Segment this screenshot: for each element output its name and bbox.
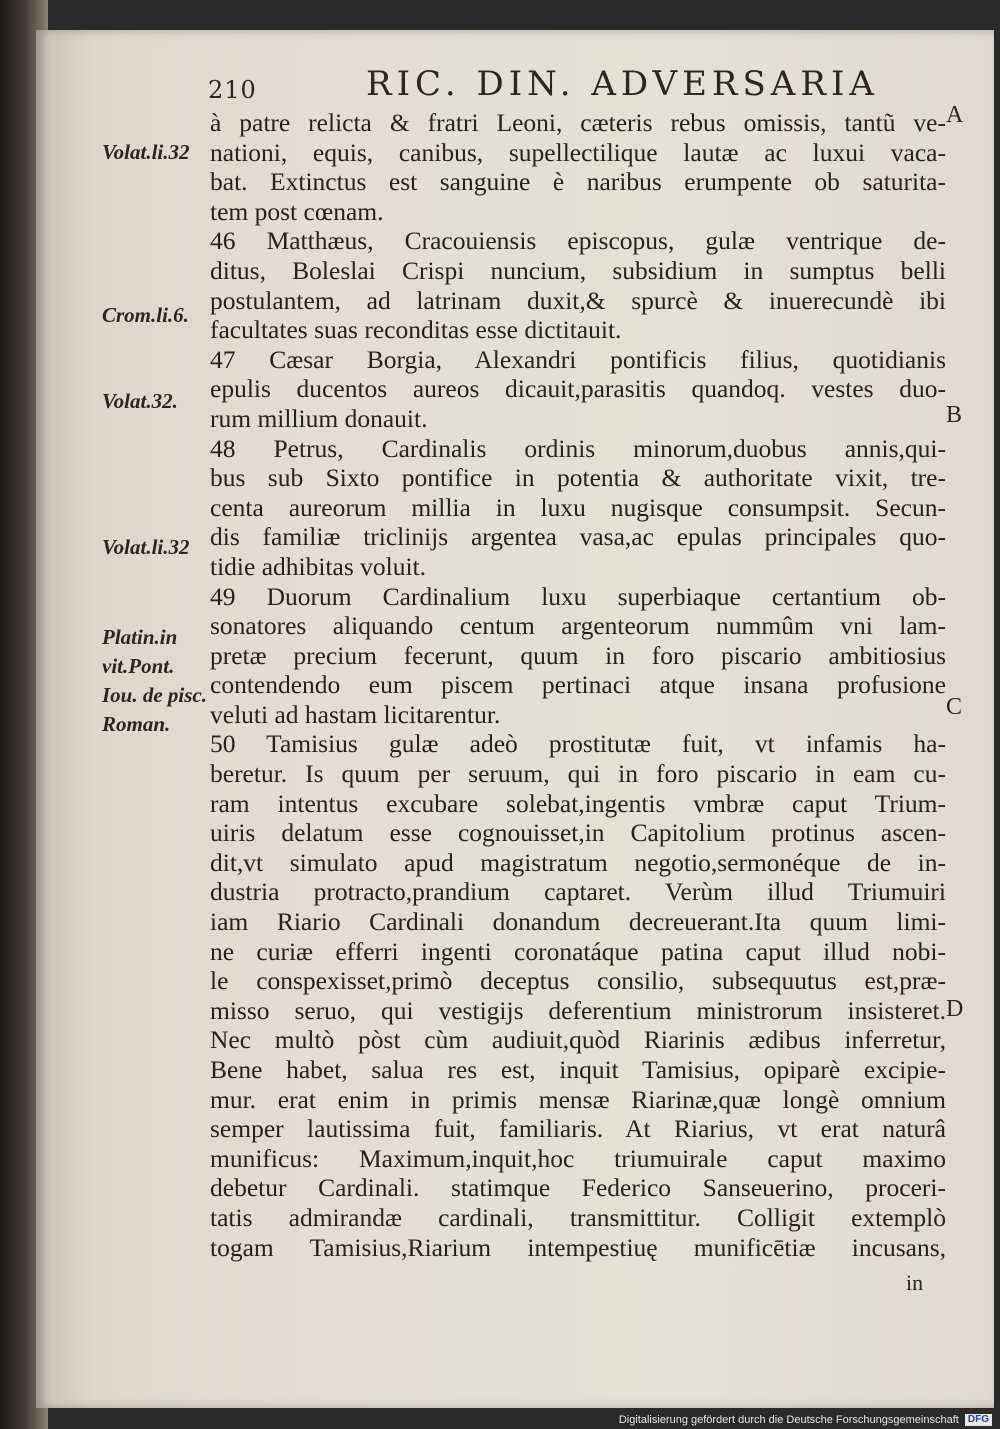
text-line: 48 Petrus, Cardinalis ordinis minorum,duobus annis,qui- (210, 433, 946, 463)
text-line: postulantem, ad latrinam duxit,& spurcè & inuerecundè ibi (210, 285, 946, 315)
section-letter-b: B (946, 402, 963, 428)
text-line: 47 Cæsar Borgia, Alexandri pontificis filius, quotidianis (210, 344, 946, 374)
text-line: bat. Extinctus est sanguine è naribus erumpente ob saturita- (210, 167, 946, 197)
text-line: dis familiæ triclinijs argentea vasa,ac epulas principales quo- (210, 522, 946, 552)
catchword: in (906, 1270, 924, 1295)
text-line: ditus, Boleslai Crispi nuncium, subsidium in sumptus belli (210, 255, 946, 285)
margin-note: Volat.li.32 (102, 140, 190, 164)
section-letter-c: C (946, 694, 963, 720)
footer-text: Digitalisierung gefördert durch die Deutsche Forschungsgemeinschaft (618, 1413, 959, 1426)
text-line: ram intentus excubare solebat,ingentis vmbræ caput Trium- (210, 788, 946, 818)
text-line: Bene habet, salua res est, inquit Tamisius, opiparè excipie- (210, 1055, 946, 1084)
text-line: togam Tamisius,Riarium intempestiuę munificētiæ incusans, (210, 1232, 946, 1262)
page-number: 210 (208, 76, 257, 104)
text-line: rum millium donauit. (210, 403, 428, 433)
margin-note: Roman. (102, 712, 171, 736)
text-line: tidie adhibitas voluit. (210, 551, 427, 581)
text-line: iam Riario Cardinali donandum decreuerant.Ita quum limi- (210, 907, 946, 937)
text-line: dit,vt simulato apud magistratum negotio,sermonéque de in- (210, 847, 946, 877)
text-line: bus sub Sixto pontifice in potentia & authoritate vixit, tre- (210, 463, 946, 493)
text-line: centa aureorum millia in luxu nugisque consumpsit. Secun- (210, 492, 946, 522)
main-text (210, 108, 946, 1262)
footer-credit (619, 1414, 992, 1426)
text-line: beretur. Is quum per seruum, qui in foro piscario in eam cu- (210, 759, 946, 789)
margin-note: Iou. de pisc. (102, 683, 207, 707)
text-line: facultates suas reconditas esse dictitauit. (210, 315, 622, 345)
running-title: RIC. DIN. ADVERSARIA (366, 64, 879, 104)
margin-note: Volat.32. (102, 389, 178, 413)
text-line: veluti ad hastam licitarentur. (210, 699, 501, 729)
text-line: ne curiæ efferri ingenti coronatáque patina caput illud nobi- (210, 936, 946, 966)
text-line: nationi, equis, canibus, supellectilique lautæ ac luxui vaca- (210, 137, 946, 167)
text-line: contendendo eum piscem pertinaci atque insana profusione (210, 670, 946, 700)
text-line: misso seruo, qui vestigijs deferentium ministrorum insisteret. (210, 995, 946, 1025)
text-line: mur. erat enim in primis mensæ Riarinæ,quæ longè omnium (210, 1084, 946, 1114)
text-line: debetur Cardinali. statimque Federico Sanseuerino, proceri- (210, 1173, 946, 1203)
section-letter-a: A (946, 102, 964, 128)
text-line: 50 Tamisius gulæ adeò prostitutæ fuit, vt infamis ha- (210, 729, 946, 759)
text-line: dustria protracto,prandium captaret. Verùm illud Triumuiri (210, 877, 946, 907)
text-line: uiris delatum esse cognouisset,in Capitolium protinus ascen- (210, 818, 946, 848)
text-line: semper lautissima fuit, familiaris. At Riarius, vt erat naturâ (210, 1114, 946, 1144)
margin-note: vit.Pont. (102, 654, 175, 678)
margin-note: Volat.li.32 (102, 535, 190, 559)
book-page (36, 30, 994, 1408)
text-line: 46 Matthæus, Cracouiensis episcopus, gulæ ventrique de- (210, 226, 946, 256)
text-line: pretæ precium fecerunt, quum in foro piscario ambitiosius (210, 640, 946, 670)
margin-note: Crom.li.6. (102, 303, 189, 327)
dfg-logo: DFG (965, 1414, 992, 1426)
text-line: Nec multò pòst cùm audiuit,quòd Riarinis ædibus inferretur, (210, 1025, 946, 1055)
text-line: 49 Duorum Cardinalium luxu superbiaque certantium ob- (210, 581, 946, 611)
text-line: epulis ducentos aureos dicauit,parasitis quandoq. vestes duo- (210, 374, 946, 404)
text-line: à patre relicta & fratri Leoni, cæteris rebus omissis, tantũ ve- (210, 108, 946, 137)
text-line: le conspexisset,primò deceptus consilio, subsequutus est,præ- (210, 966, 946, 996)
text-line: sonatores aliquando centum argenteorum nummûm vni lam- (210, 611, 946, 641)
margin-note: Platin.in (102, 625, 178, 649)
text-line: tem post cœnam. (210, 196, 384, 226)
text-line: tatis admirandæ cardinali, transmittitur. Colligit extemplò (210, 1202, 946, 1232)
section-letter-d: D (946, 996, 964, 1022)
text-line: munificus: Maximum,inquit,hoc triumuirale caput maximo (210, 1143, 946, 1173)
